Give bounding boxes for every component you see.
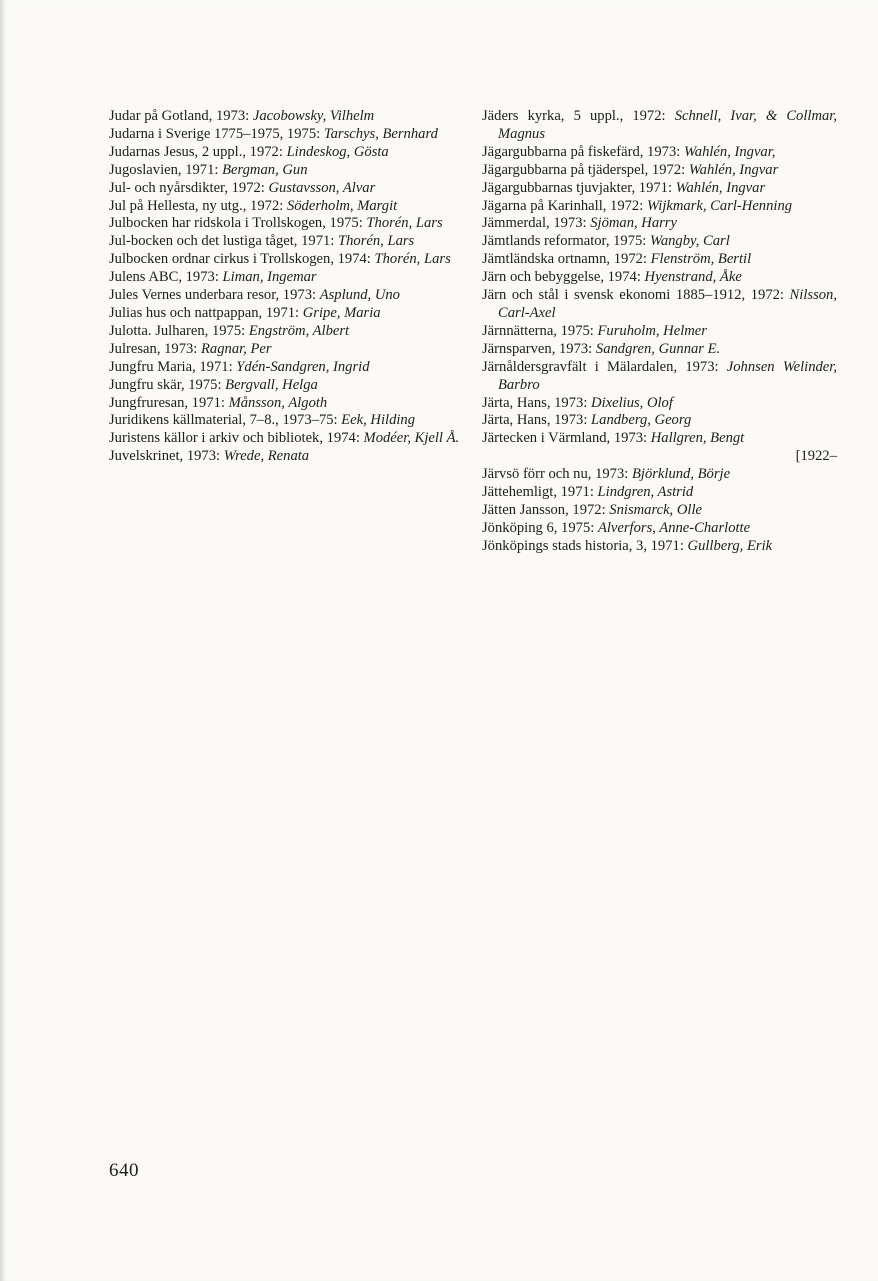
entry-author: Hyenstrand, Åke — [644, 269, 742, 286]
index-entry — [482, 484, 837, 502]
entry-author: Asplund, Uno — [319, 287, 400, 304]
entry-title: Järnsparven, 1973: — [482, 340, 596, 357]
entry-title: Jul-bocken och det lustiga tåget, 1971: — [109, 233, 338, 250]
entry-author: Hallgren, Bengt — [650, 430, 745, 447]
entry-author: Wahlén, Ingvar — [675, 179, 766, 196]
entry-title: Jönköpings stads historia, 3, 1971: — [482, 537, 688, 554]
entry-title: Jämmerdal, 1973: — [482, 215, 591, 232]
index-entry — [482, 198, 837, 216]
index-entry — [482, 269, 837, 287]
index-entry — [482, 108, 837, 144]
entry-author: Månsson, Algoth — [228, 394, 328, 411]
entry-author: Ragnar, Per — [201, 340, 272, 357]
entry-title: Jätten Jansson, 1972: — [482, 501, 610, 518]
index-entry — [482, 341, 837, 359]
entry-title: Jönköping 6, 1975: — [482, 519, 598, 536]
entry-author: Engström, Albert — [248, 322, 350, 339]
index-entry — [109, 448, 463, 466]
entry-author: Bergvall, Helga — [225, 376, 318, 393]
entry-author: Modéer, Kjell Å. — [363, 430, 460, 447]
entry-author: Alverfors, Anne-Charlotte — [597, 519, 751, 536]
entry-author: Wangby, Carl — [650, 233, 730, 250]
entry-title: Judarna i Sverige 1775–1975, 1975: — [109, 125, 324, 142]
entry-author: Gripe, Maria — [302, 304, 381, 321]
entry-author: Wahlén, Ingvar — [688, 161, 779, 178]
entry-author: Söderholm, Margit — [286, 197, 398, 214]
index-entry — [109, 377, 463, 395]
entry-title: Julbocken har ridskola i Trollskogen, 1975: — [109, 215, 367, 232]
entry-author: Landberg, Georg — [591, 412, 692, 429]
entry-author: Ydén-Sandgren, Ingrid — [236, 358, 370, 375]
entry-title: Jul på Hellesta, ny utg., 1972: — [109, 197, 287, 214]
entry-title: Järn och bebyggelse, 1974: — [482, 269, 645, 286]
index-entry — [482, 359, 837, 395]
index-entry — [482, 323, 837, 341]
entry-author: Bergman, Gun — [222, 161, 308, 178]
index-entry — [482, 395, 837, 413]
entry-title: Järta, Hans, 1973: — [482, 412, 592, 429]
entry-title: Jul- och nyårsdikter, 1972: — [109, 179, 269, 196]
entry-title: Juristens källor i arkiv och bibliotek, 1974: — [109, 430, 364, 447]
entry-title: Jugoslavien, 1971: — [109, 161, 223, 178]
index-column-right — [482, 108, 837, 556]
index-column-left — [109, 108, 463, 466]
index-entry — [109, 430, 463, 448]
entry-author: Lindgren, Astrid — [597, 484, 694, 501]
entry-title: Jägargubbarna på tjäderspel, 1972: — [482, 161, 689, 178]
index-entry — [482, 520, 837, 538]
index-entry — [109, 323, 463, 341]
entry-author: Thorén, Lars — [374, 251, 451, 268]
entry-title: Juridikens källmaterial, 7–8., 1973–75: — [109, 412, 342, 429]
entry-title: Järnnätterna, 1975: — [482, 322, 598, 339]
entry-author: Thorén, Lars — [366, 215, 443, 232]
entry-author: Dixelius, Olof — [591, 394, 673, 411]
index-entry — [482, 162, 837, 180]
index-entry — [482, 287, 837, 323]
entry-title: Julias hus och nattpappan, 1971: — [109, 304, 303, 321]
index-entry — [482, 466, 837, 484]
index-entry — [109, 215, 463, 233]
index-entry — [109, 233, 463, 251]
entry-author: Wrede, Renata — [223, 448, 310, 465]
entry-author: Liman, Ingemar — [222, 269, 317, 286]
entry-title: Julbocken ordnar cirkus i Trollskogen, 1974: — [109, 251, 375, 268]
entry-author: Gustavsson, Alvar — [268, 179, 376, 196]
index-entry — [109, 269, 463, 287]
entry-title: Jules Vernes underbara resor, 1973: — [109, 287, 320, 304]
entry-title: Julotta. Julharen, 1975: — [109, 322, 249, 339]
entry-author: Wijkmark, Carl-Henning — [646, 197, 793, 214]
index-entry — [109, 126, 463, 144]
entry-author: Wahlén, Ingvar, — [683, 143, 776, 160]
entry-author: Flenström, Bertil — [650, 251, 752, 268]
entry-author: Schnell, Ivar, & Collmar, Magnus — [498, 108, 837, 142]
index-entry — [109, 251, 463, 269]
index-entry — [482, 502, 837, 520]
entry-title: Jägarna på Karinhall, 1972: — [482, 197, 647, 214]
entry-title: Julens ABC, 1973: — [109, 269, 223, 286]
index-entry — [482, 412, 837, 430]
entry-title: Jungfru skär, 1975: — [109, 376, 226, 393]
index-entry — [482, 538, 837, 556]
entry-title: Jättehemligt, 1971: — [482, 484, 598, 501]
entry-author: Lindeskog, Gösta — [286, 143, 389, 160]
entry-title: Järnåldersgravfält i Mälardalen, 1973: — [482, 358, 727, 375]
index-entry — [109, 180, 463, 198]
entry-title: Judarnas Jesus, 2 uppl., 1972: — [109, 143, 287, 160]
page-number: 640 — [109, 1160, 139, 1181]
entry-title: Jämtländska ortnamn, 1972: — [482, 251, 651, 268]
index-entry — [109, 305, 463, 323]
entry-author: Sandgren, Gunnar E. — [595, 340, 721, 357]
index-entry — [109, 412, 463, 430]
entry-title: Judar på Gotland, 1973: — [109, 108, 253, 124]
index-entry — [109, 108, 463, 126]
entry-author: Sjöman, Harry — [590, 215, 677, 232]
index-entry — [482, 233, 837, 251]
entry-title: Juvelskrinet, 1973: — [109, 448, 224, 465]
entry-author: Johnsen Welinder, Barbro — [498, 358, 837, 393]
entry-author: Thorén, Lars — [338, 233, 415, 250]
entry-author: Tarschys, Bernhard — [323, 125, 438, 142]
entry-author: Eek, Hilding — [341, 412, 416, 429]
entry-title: Järvsö förr och nu, 1973: — [482, 466, 632, 483]
index-entry — [109, 287, 463, 305]
entry-title: Julresan, 1973: — [109, 340, 202, 357]
entry-title: Jäders kyrka, 5 uppl., 1972: — [482, 108, 675, 124]
entry-author: Jacobowsky, Vilhelm — [252, 108, 375, 124]
index-entry — [482, 144, 837, 162]
index-entry — [109, 359, 463, 377]
entry-title: Jägargubbarnas tjuvjakter, 1971: — [482, 179, 676, 196]
entry-title: Jämtlands reformator, 1975: — [482, 233, 651, 250]
entry-title: Jungfruresan, 1971: — [109, 394, 229, 411]
index-entry — [109, 395, 463, 413]
entry-continuation: [1922– — [795, 448, 837, 465]
index-entry — [109, 198, 463, 216]
entry-author: Björklund, Börje — [631, 466, 731, 483]
entry-title: Järn och stål i svensk ekonomi 1885–1912, 1972: — [482, 287, 790, 304]
index-entry — [482, 251, 837, 269]
entry-author: Furuholm, Helmer — [597, 322, 707, 339]
index-entry — [482, 180, 837, 198]
index-entry — [109, 162, 463, 180]
entry-title: Jägargubbarna på fiskefärd, 1973: — [482, 143, 684, 160]
entry-author: Nilsson, Carl-Axel — [498, 287, 837, 321]
entry-title: Jungfru Maria, 1971: — [109, 358, 237, 375]
entry-title: Järtecken i Värmland, 1973: — [482, 430, 651, 447]
index-entry — [109, 341, 463, 359]
entry-author: Snismarck, Olle — [609, 501, 702, 518]
entry-author: Gullberg, Erik — [687, 537, 773, 554]
index-entry — [482, 430, 837, 466]
index-entry — [482, 215, 837, 233]
index-entry — [109, 144, 463, 162]
entry-title: Järta, Hans, 1973: — [482, 394, 592, 411]
